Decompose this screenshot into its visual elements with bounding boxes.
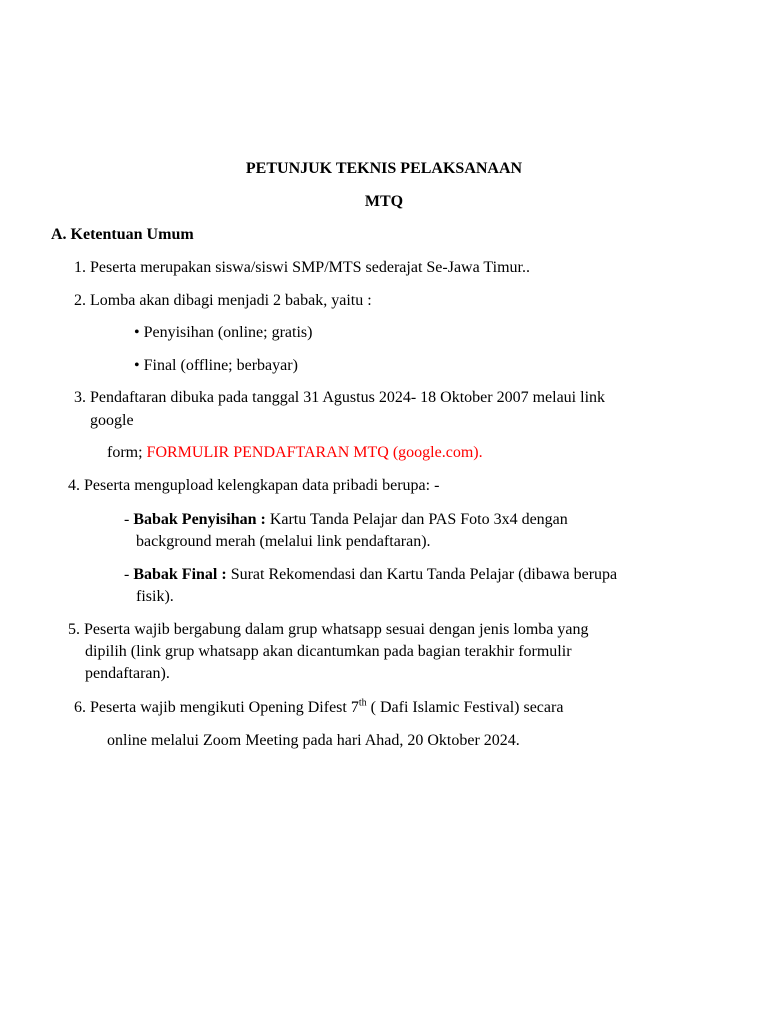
- list-item-5: 5. Peserta wajib bergabung dalam grup whatsapp sesuai dengan jenis lomba yang: [68, 621, 589, 638]
- list-item-2: 2. Lomba akan dibagi menjadi 2 babak, yaitu :: [74, 292, 372, 309]
- list-item-5-continuation: dipilih (link grup whatsapp akan dicantumkan pada bagian terakhir formulir: [85, 643, 572, 660]
- document-title: PETUNJUK TEKNIS PELAKSANAAN: [245, 160, 523, 177]
- sub-item-final-continuation: fisik).: [136, 588, 174, 605]
- bullet-item-penyisihan: • Penyisihan (online; gratis): [134, 324, 313, 341]
- bullet-item-final: • Final (offline; berbayar): [134, 357, 298, 374]
- list-item-1: 1. Peserta merupakan siswa/siswi SMP/MTS sederajat Se-Jawa Timur..: [74, 259, 530, 276]
- dash-marker: -: [124, 566, 134, 583]
- dash-marker: -: [124, 511, 134, 528]
- sub-item-final: [124, 564, 617, 586]
- list-item-6-continuation: online melalui Zoom Meeting pada hari Ahad, 20 Oktober 2024.: [107, 732, 520, 749]
- list-item-4: 4. Peserta mengupload kelengkapan data pribadi berupa: -: [68, 477, 440, 494]
- item6-text-b: ( Dafi Islamic Festival) secara: [366, 699, 564, 716]
- sub-item-text: Surat Rekomendasi dan Kartu Tanda Pelajar (dibawa berupa: [226, 566, 618, 583]
- sub-item-penyisihan: [124, 509, 568, 531]
- document-subtitle: MTQ: [364, 193, 404, 210]
- list-item-6: [74, 697, 563, 719]
- list-item-5-continuation-2: pendaftaran).: [85, 665, 170, 682]
- item6-text-a: 6. Peserta wajib mengikuti Opening Difest 7: [74, 699, 359, 716]
- sub-item-label: Babak Final :: [133, 566, 227, 583]
- sub-item-label: Babak Penyisihan :: [133, 511, 266, 528]
- sub-item-text: Kartu Tanda Pelajar dan PAS Foto 3x4 dengan: [265, 511, 568, 528]
- registration-form-link[interactable]: FORMULIR PENDAFTARAN MTQ (google.com).: [146, 444, 483, 461]
- sub-item-penyisihan-continuation: background merah (melalui link pendaftaran).: [136, 533, 431, 550]
- ordinal-superscript: th: [358, 697, 367, 709]
- section-heading: A. Ketentuan Umum: [51, 226, 194, 243]
- list-item-3-continuation: google: [90, 412, 134, 429]
- list-item-3: 3. Pendaftaran dibuka pada tanggal 31 Agustus 2024- 18 Oktober 2007 melaui link: [74, 389, 606, 406]
- form-prefix: form;: [107, 444, 147, 461]
- list-item-3-form-line: [107, 442, 483, 464]
